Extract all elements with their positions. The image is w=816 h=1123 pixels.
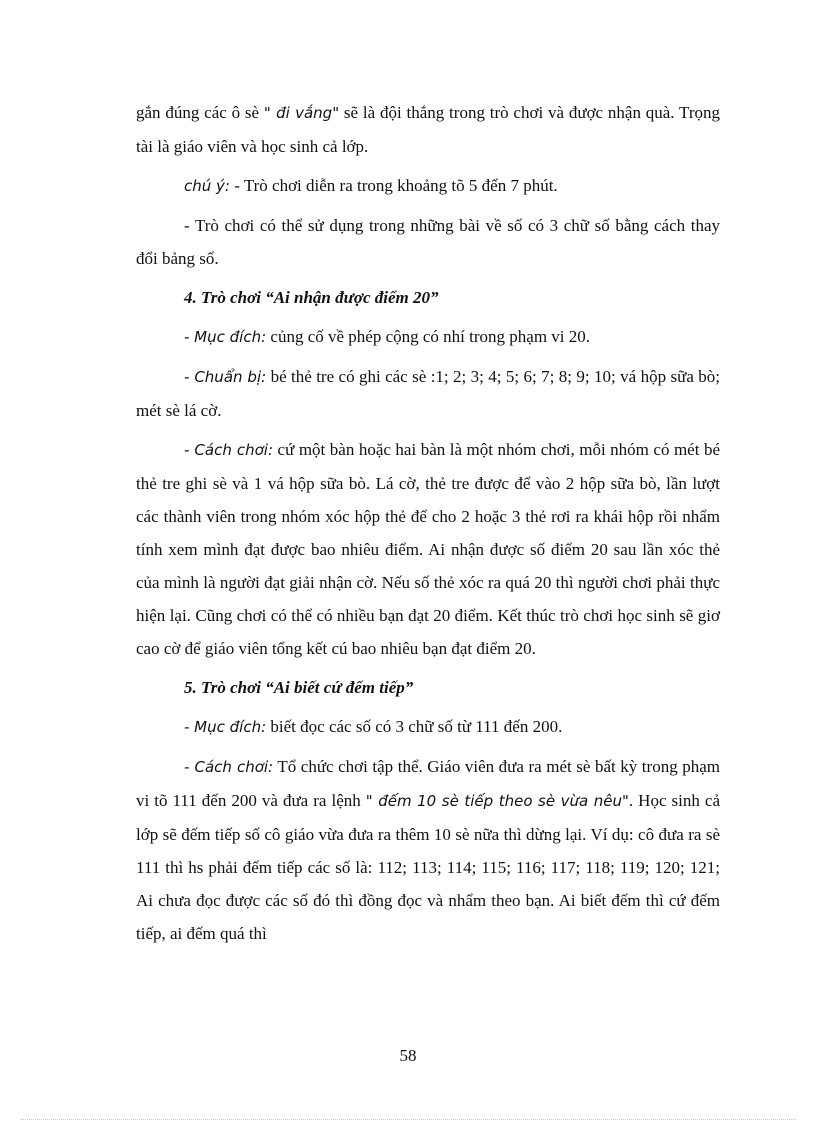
paragraph-note: chú ý: - Trò chơi diễn ra trong khoảng tõ 5 đến 7 phút. [184,176,558,195]
paragraph-game5-play: - Cách chơi: Tổ chức chơi tập thể. Giáo viên đưa ra mét sè bất kỳ trong phạm vi tõ 111 đến 200 và đưa ra lệnh " đếm 10 sè tiếp theo sè vừa nêu". Học sinh cả lớp sẽ đếm tiếp số cô giáo vừa đưa ra thêm 10 sè nữa thì dừng lại. Ví dụ: cô đưa ra sè 111 thì hs phải đếm tiếp các số là: 112; 113; 114; 115; 116; 117; 118; 119; 120; 121; Ai chưa đọc được các số đó thì đồng đọc và nhẩm theo bạn. Ai biết đếm thì cứ đếm tiếp, ai đếm quá thì [136,757,720,943]
purpose-label: - Mục đích: [184,718,267,736]
document-body [136,96,720,950]
paragraph-note-2: - Trò chơi có thể sử dụng trong những bài về số có 3 chữ số bằng cách thay đổi bảng số. [136,216,720,268]
footer-divider [20,1119,796,1120]
paragraph-game4-prep: - Chuẩn bị: bé thẻ tre có ghi các sè :1; 2; 3; 4; 5; 6; 7; 8; 9; 10; vá hộp sữa bò; mét sè lá cờ. [136,367,720,420]
play-label: - Cách chơi: [184,758,274,776]
play-label: - Cách chơi: [184,441,274,459]
heading-game-5: 5. Trò chơi “Ai biết cứ đếm tiếp” [184,678,414,697]
heading-game-4: 4. Trò chơi “Ai nhận được điểm 20” [184,288,439,307]
paragraph-intro: gắn đúng các ô sè " đi vắng" sẽ là đội thắng trong trò chơi và được nhận quà. Trọng tài là giáo viên và học sinh cả lớp. [136,103,720,156]
quoted-command: " đếm 10 sè tiếp theo sè vừa nêu" [365,792,629,810]
quoted-phrase: " đi vắng" [263,104,340,122]
paragraph-game4-play: - Cách chơi: cứ một bàn hoặc hai bàn là một nhóm chơi, mỗi nhóm có mét bé thẻ tre ghi sè và 1 vá hộp sữa bò. Lá cờ, thẻ tre được để vào 2 hộp sữa bò, lần lượt các thành viên trong nhóm xóc hộp thẻ để cho 2 hoặc 3 thẻ rơi ra khái hộp rồi nhẩm tính xem mình đạt được bao nhiêu điểm. Ai nhận được số điểm 20 sau lần xóc thẻ của mình là người đạt giải nhận cờ. Nếu số thẻ xóc ra quá 20 thì người chơi phải thực hiện lại. Cũng chơi có thể có nhiều bạn đạt 20 điểm. Kết thúc trò chơi học sinh sẽ giơ cao cờ để giáo viên tổng kết cú bao nhiêu bạn đạt điểm 20. [136,440,720,658]
purpose-label: - Mục đích: [184,328,267,346]
page-number: 58 [399,1046,417,1065]
note-label: chú ý: [184,177,230,195]
prep-label: - Chuẩn bị: [184,368,267,386]
paragraph-game5-purpose: - Mục đích: biết đọc các số có 3 chữ số từ 111 đến 200. [184,717,563,736]
paragraph-game4-purpose: - Mục đích: củng cố về phép cộng có nhí trong phạm vi 20. [184,327,591,346]
